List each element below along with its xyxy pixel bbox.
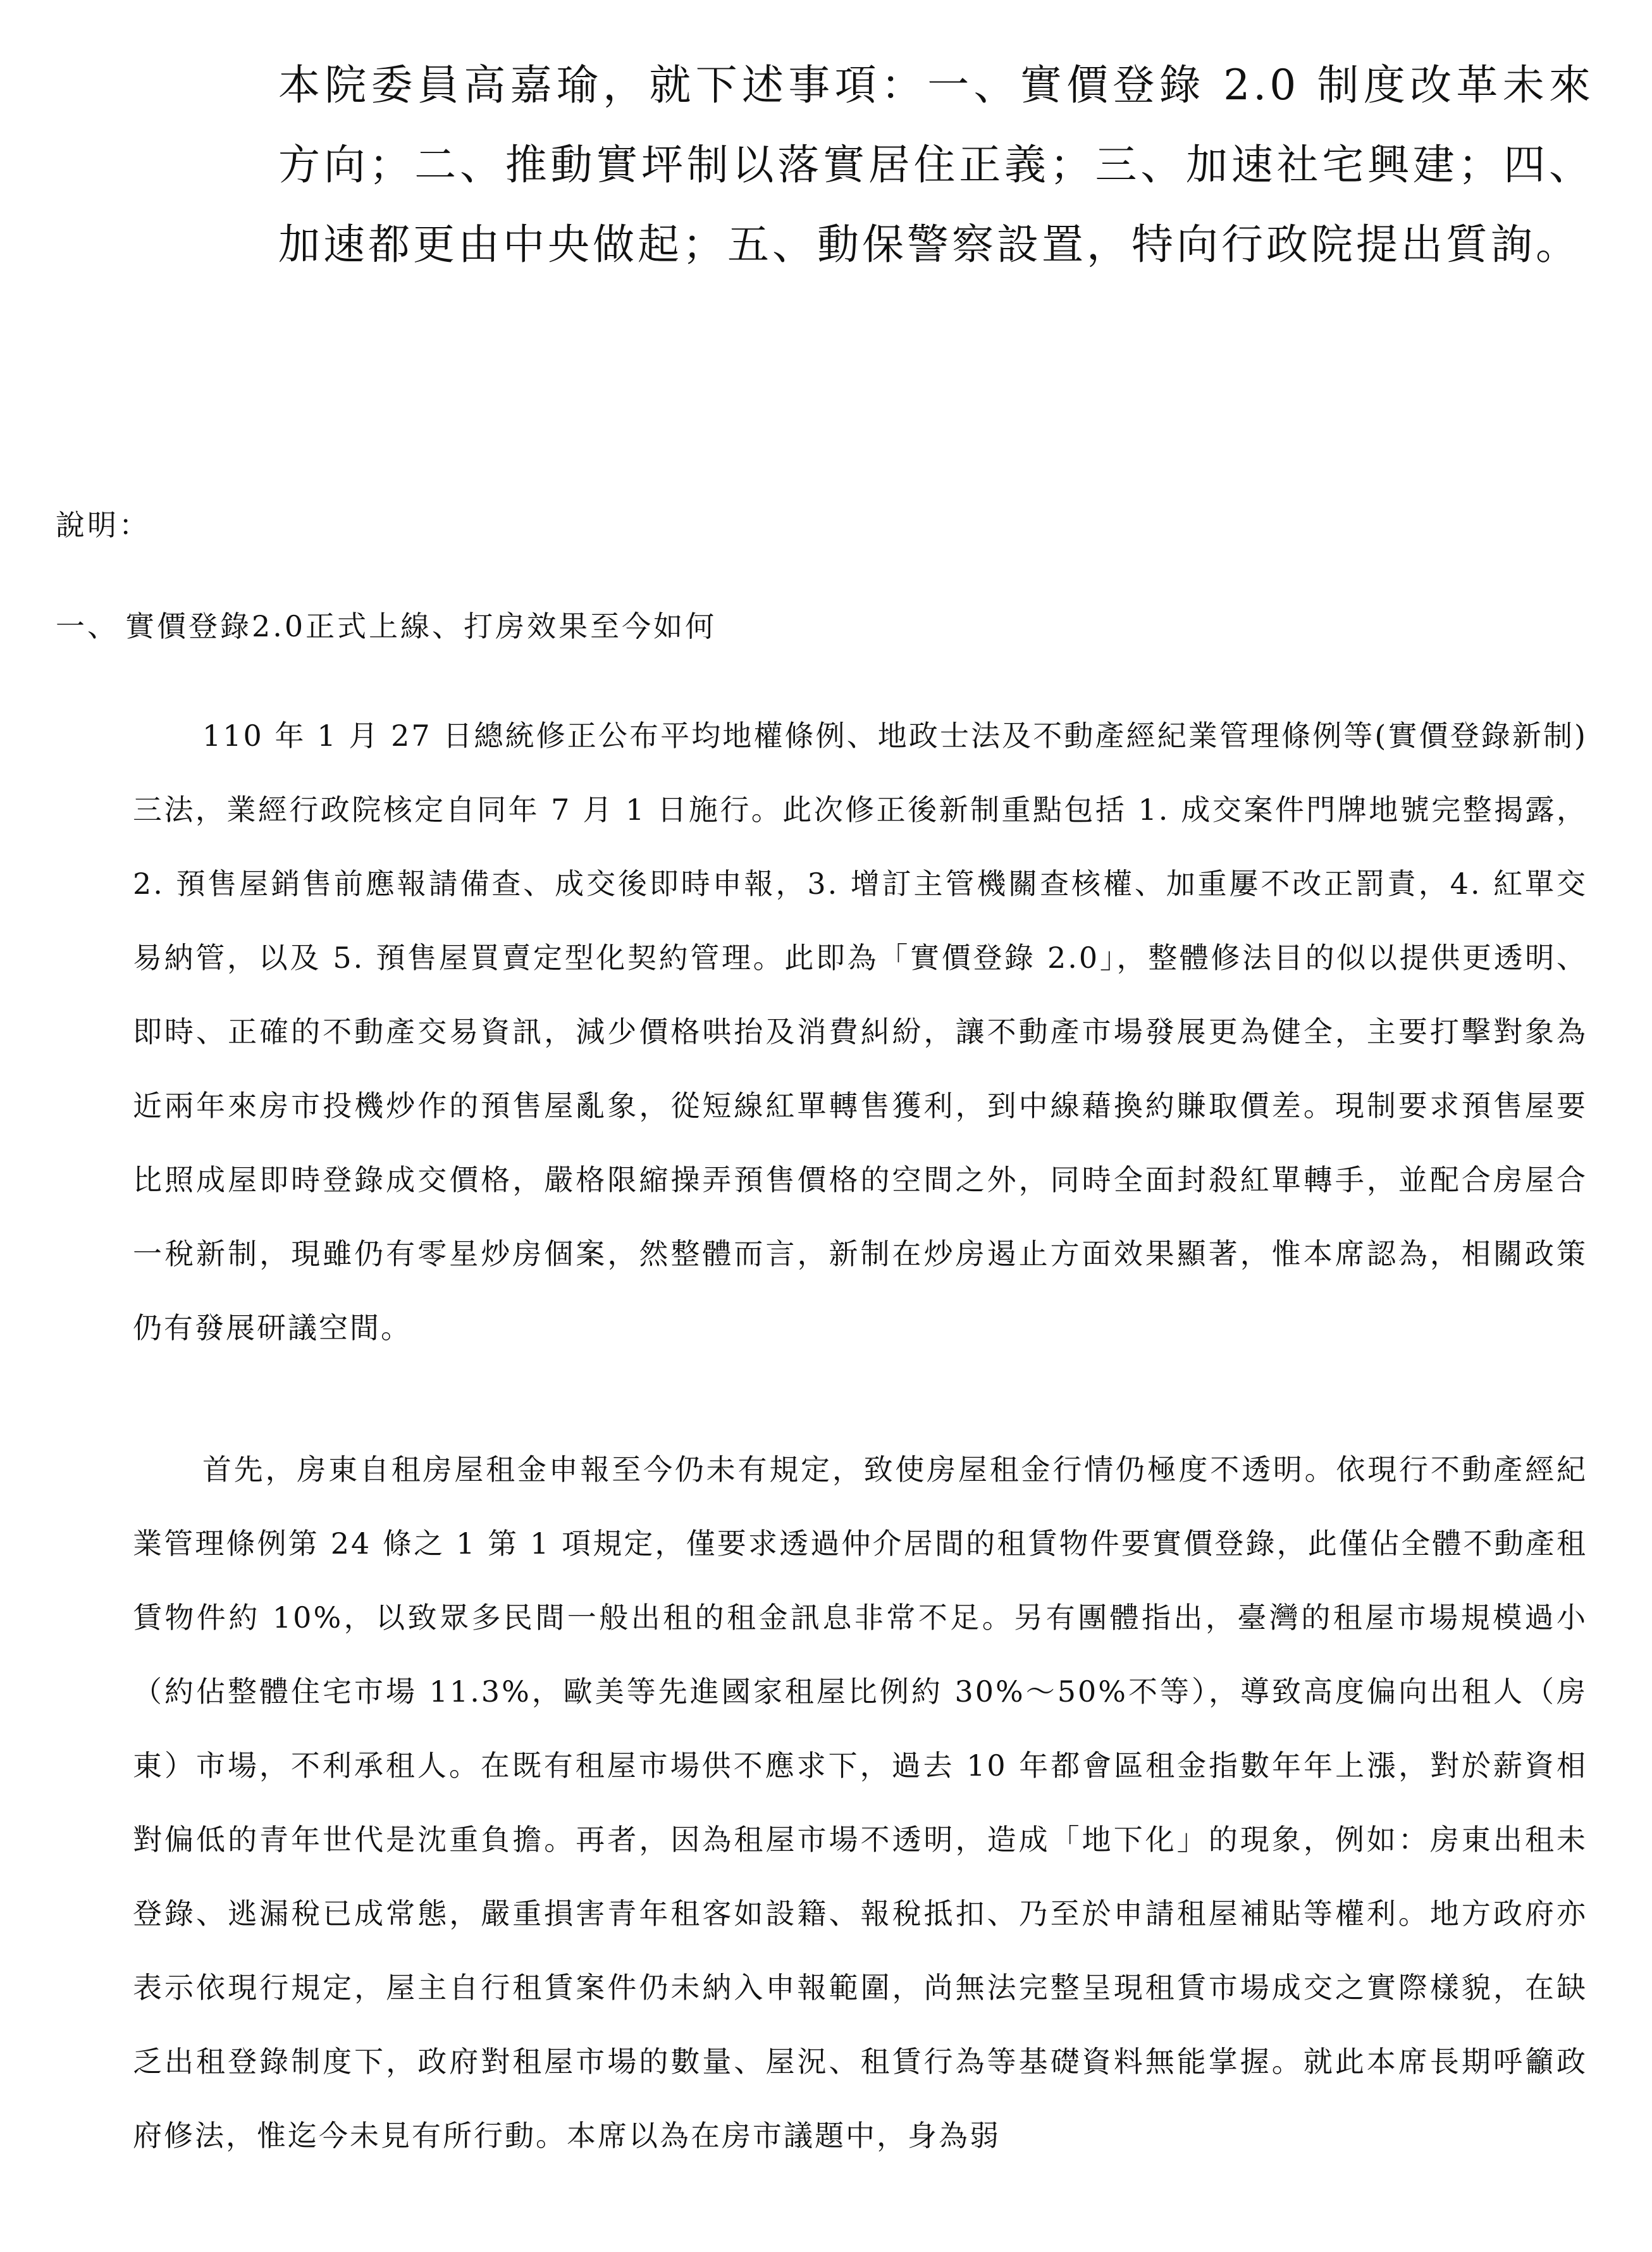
- paragraph-1: 110 年 1 月 27 日總統修正公布平均地權條例、地政士法及不動產經紀業管理條例等(實價登錄新制)三法，業經行政院核定自同年 7 月 1 日施行。此次修正後新制重點包括 1. 成交案件門牌地號完整揭露，2. 預售屋銷售前應報請備查、成交後即時申報，3. 增訂主管機關查核權、加重屢不改正罰責，4. 紅單交易納管，以及 5. 預售屋買賣定型化契約管理。此即為「實價登錄 2.0」，整體修法目的似以提供更透明、即時、正確的不動產交易資訊，減少價格哄抬及消費糾紛，讓不動產市場發展更為健全，主要打擊對象為近兩年來房市投機炒作的預售屋亂象，從短線紅單轉售獲利，到中線藉換約賺取價差。現制要求預售屋要比照成屋即時登錄成交價格，嚴格限縮操弄預售價格的空間之外，同時全面封殺紅單轉手，並配合房屋合一稅新制，現雖仍有零星炒房個案，然整體而言，新制在炒房遏止方面效果顯著，惟本席認為，相關政策仍有發展研議空間。: [133, 719, 1587, 1345]
- explanation-label: 說明：: [56, 508, 151, 542]
- paragraph-2: 首先，房東自租房屋租金申報至今仍未有規定，致使房屋租金行情仍極度不透明。依現行不動產經紀業管理條例第 24 條之 1 第 1 項規定，僅要求透過仲介居間的租賃物件要實價登錄，此僅佔全體不動產租賃物件約 10%，以致眾多民間一般出租的租金訊息非常不足。另有團體指出，臺灣的租屋市場規模過小（約佔整體住宅市場 11.3%，歐美等先進國家租屋比例約 30%～50%不等），導致高度偏向出租人（房東）市場，不利承租人。在既有租屋市場供不應求下，過去 10 年都會區租金指數年年上漲，對於薪資相對偏低的青年世代是沈重負擔。再者，因為租屋市場不透明，造成「地下化」的現象，例如：房東出租未登錄、逃漏稅已成常態，嚴重損害青年租客如設籍、報稅抵扣、乃至於申請租屋補貼等權利。地方政府亦表示依現行規定，屋主自行租賃案件仍未納入申報範圍，尚無法完整呈現租賃市場成交之實際樣貌，在缺乏出租登錄制度下，政府對租屋市場的數量、屋況、租賃行為等基礎資料無能掌握。就此本席長期呼籲政府修法，惟迄今未見有所行動。本席以為在房市議題中，身為弱: [133, 1452, 1587, 2153]
- section-title: 實價登錄2.0正式上線、打房效果至今如何: [125, 609, 717, 643]
- section-number: 一、: [56, 609, 119, 643]
- interpellation-header: 本院委員高嘉瑜，就下述事項：一、實價登錄 2.0 制度改革未來方向；二、推動實坪制以落實居住正義；三、加速社宅興建；四、加速都更由中央做起；五、動保警察設置，特向行政院提出質詢。: [278, 61, 1594, 269]
- section-heading: [56, 607, 717, 645]
